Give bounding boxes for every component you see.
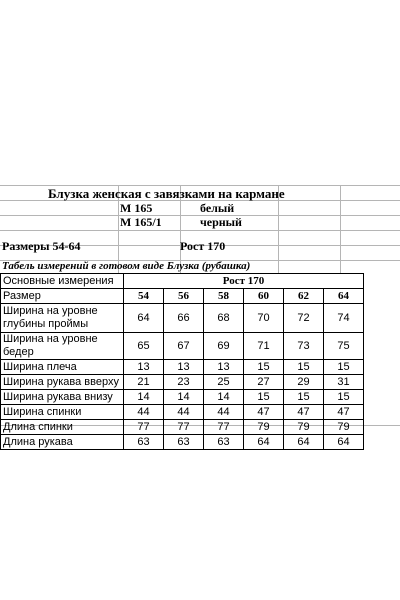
document-title: Блузка женская с завязками на кармане: [48, 186, 285, 201]
table-row: [1, 405, 364, 420]
cell: 23: [164, 375, 204, 390]
table-row: [1, 420, 364, 435]
table-row: [1, 375, 364, 390]
cell: 15: [284, 360, 324, 375]
cell: 71: [244, 333, 284, 360]
cell: 13: [164, 360, 204, 375]
row-label: Длина спинки: [1, 420, 124, 435]
table-caption: Табель измерений в готовом виде Блузка (рубашка): [2, 260, 251, 272]
main-measurements-label: Основные измерения: [1, 274, 124, 289]
cell: 75: [324, 333, 364, 360]
size-header: 60: [244, 289, 284, 304]
cell: 63: [164, 435, 204, 450]
row-label: Длина рукава: [1, 435, 124, 450]
cell: 64: [124, 304, 164, 333]
size-header: 54: [124, 289, 164, 304]
model-color: белый: [200, 201, 235, 215]
cell: 29: [284, 375, 324, 390]
cell: 15: [244, 390, 284, 405]
measurements-table: [0, 273, 364, 450]
size-header: 64: [324, 289, 364, 304]
cell: 79: [324, 420, 364, 435]
table-row: [1, 435, 364, 450]
cell: 70: [244, 304, 284, 333]
model-color: черный: [200, 215, 242, 229]
cell: 13: [204, 360, 244, 375]
row-label: Ширина на уровне бедер: [1, 333, 124, 360]
row-label: Ширина спинки: [1, 405, 124, 420]
model-code: М 165/1: [120, 215, 162, 229]
table-row: [1, 390, 364, 405]
table-row: [1, 333, 364, 360]
cell: 77: [204, 420, 244, 435]
cell: 74: [324, 304, 364, 333]
cell: 72: [284, 304, 324, 333]
table-row: [1, 289, 364, 304]
size-label: Размер: [1, 289, 124, 304]
cell: 64: [324, 435, 364, 450]
sizes-label: Размеры 54-64: [2, 239, 81, 253]
row-label: Ширина плеча: [1, 360, 124, 375]
row-label: Ширина на уровне глубины проймы: [1, 304, 124, 333]
cell: 65: [124, 333, 164, 360]
cell: 47: [324, 405, 364, 420]
cell: 79: [244, 420, 284, 435]
cell: 14: [164, 390, 204, 405]
cell: 47: [284, 405, 324, 420]
cell: 77: [164, 420, 204, 435]
cell: 14: [124, 390, 164, 405]
cell: 15: [244, 360, 284, 375]
cell: 73: [284, 333, 324, 360]
cell: 64: [284, 435, 324, 450]
table-row: [1, 274, 364, 289]
cell: 77: [124, 420, 164, 435]
cell: 14: [204, 390, 244, 405]
size-header: 58: [204, 289, 244, 304]
model-code: М 165: [120, 201, 153, 215]
cell: 64: [244, 435, 284, 450]
cell: 47: [244, 405, 284, 420]
row-label: Ширина рукава внизу: [1, 390, 124, 405]
cell: 63: [124, 435, 164, 450]
cell: 44: [124, 405, 164, 420]
cell: 79: [284, 420, 324, 435]
table-row: [1, 360, 364, 375]
cell: 15: [324, 360, 364, 375]
table-row: [1, 304, 364, 333]
cell: 67: [164, 333, 204, 360]
row-label: Ширина рукава вверху: [1, 375, 124, 390]
cell: 21: [124, 375, 164, 390]
grid-line: [340, 185, 341, 273]
cell: 31: [324, 375, 364, 390]
height-label: Рост 170: [180, 239, 226, 253]
cell: 13: [124, 360, 164, 375]
size-header: 62: [284, 289, 324, 304]
cell: 44: [204, 405, 244, 420]
cell: 15: [284, 390, 324, 405]
cell: 63: [204, 435, 244, 450]
cell: 69: [204, 333, 244, 360]
height-header: Рост 170: [124, 274, 364, 289]
cell: 66: [164, 304, 204, 333]
cell: 68: [204, 304, 244, 333]
cell: 25: [204, 375, 244, 390]
cell: 27: [244, 375, 284, 390]
size-header: 56: [164, 289, 204, 304]
cell: 15: [324, 390, 364, 405]
cell: 44: [164, 405, 204, 420]
